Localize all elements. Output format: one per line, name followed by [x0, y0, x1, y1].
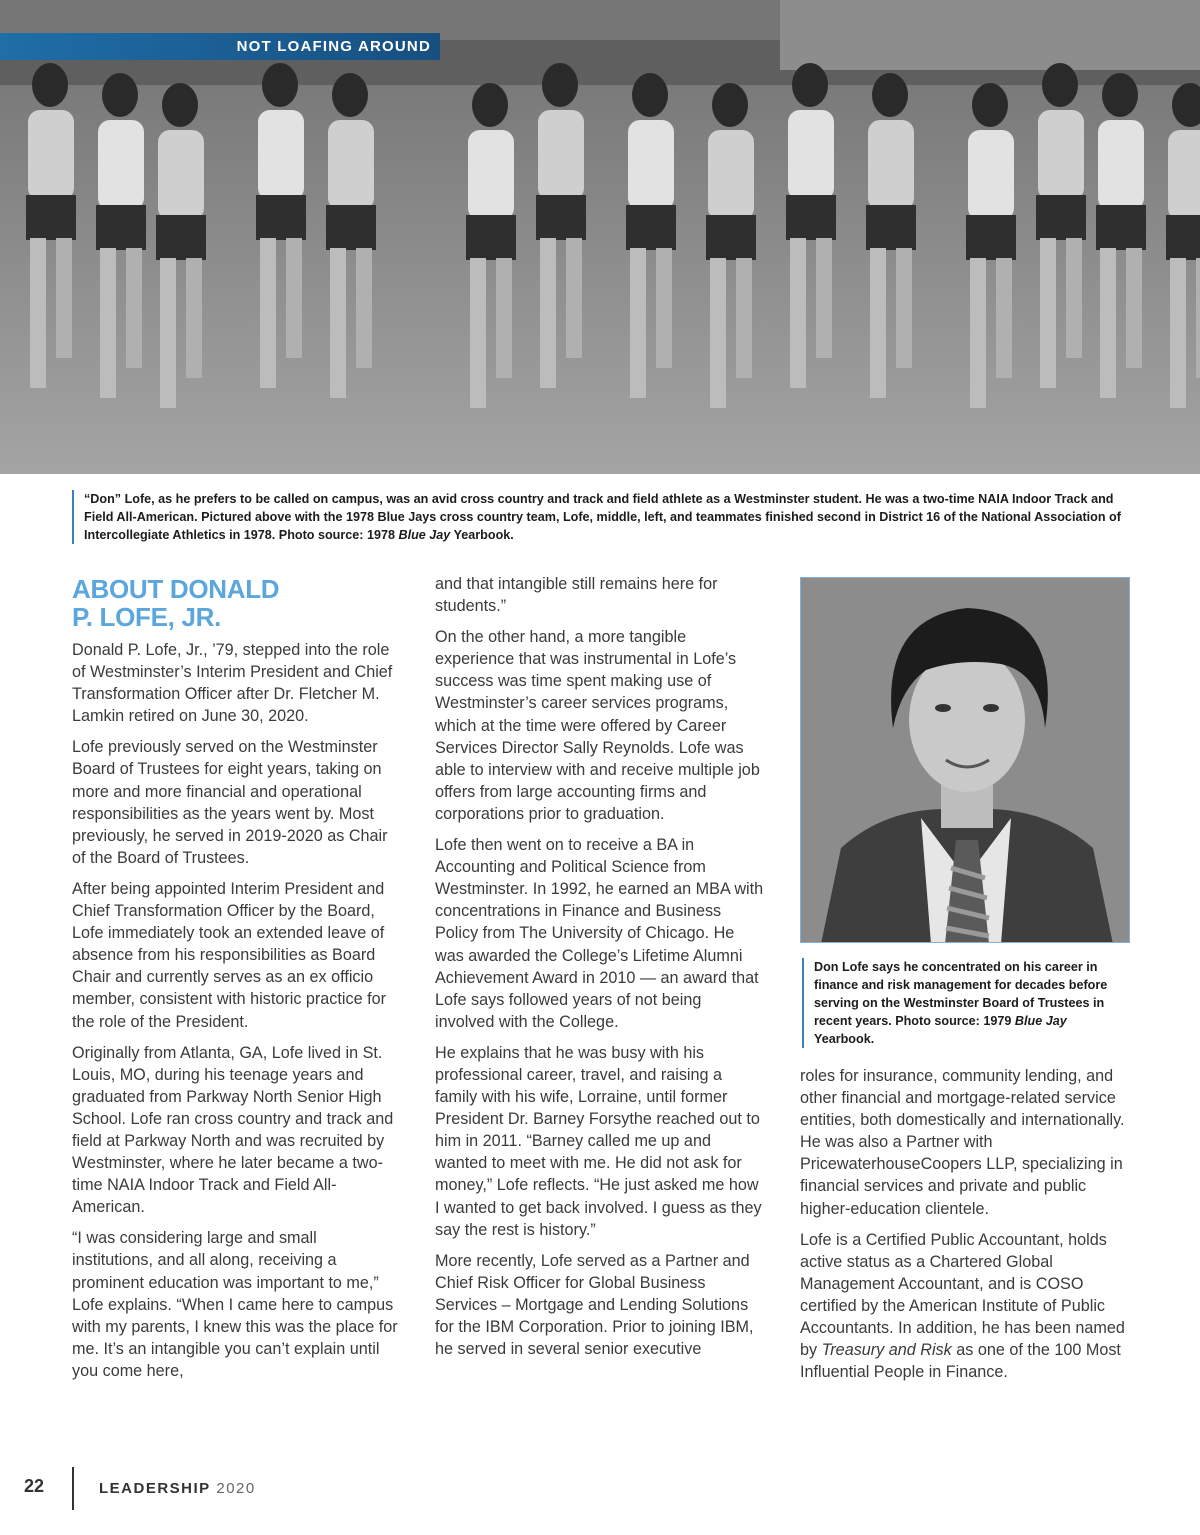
- paragraph: and that intangible still remains here for students.”: [435, 575, 718, 616]
- footer-year: 2020: [216, 1480, 256, 1497]
- cross-country-team-photo: [0, 0, 1200, 474]
- paragraph: Originally from Atlanta, GA, Lofe lived in St. Louis, MO, during his teenage years and graduated from Parkway North Senior High School. Lofe ran cross country and track and field at Parkway North and was recruited by Westminster, where he later became a two-time NAIA Indoor Track and Field All-American.: [72, 1043, 394, 1217]
- paragraph: roles for insurance, community lending, and other financial and mortgage-related service entities, both domestically and internationally. He was also a Partner with PricewaterhouseCoopers LLP, specializing in financial services and private and public higher-education clientele.: [800, 1067, 1125, 1218]
- yearbook-portrait: [801, 578, 1130, 943]
- headline-line-2: P. LOFE, JR.: [72, 602, 222, 632]
- footer-section: LEADERSHIP: [99, 1480, 211, 1497]
- article-column-2: [435, 573, 765, 1369]
- paragraph: Donald P. Lofe, Jr., ’79, stepped into the role of Westminster’s Interim President and Chief Transformation Officer after Dr. Fletcher M. Lamkin retired on June 30, 2020.: [72, 641, 393, 726]
- hero-caption: “Don” Lofe, as he prefers to be called on campus, was an avid cross country and track and field athlete as a Westminster student. He was a two-time NAIA Indoor Track and Field All-American. Pictured above with the 1978 Blue Jays cross country team, Lofe, middle, left, and teammates finished second in District 16 of the National Association of Intercollegiate Athletics in 1978. Photo source: 1978 Blue Jay Yearbook.: [72, 490, 1122, 544]
- paragraph: After being appointed Interim President and Chief Transformation Officer by the Board, Lofe immediately took an extended leave of absence from his responsibilities as Board Chair and currently serves as an ex officio member, consistent with historic practice for the role of the President.: [72, 879, 386, 1031]
- paragraph: Lofe then went on to receive a BA in Accounting and Political Science from Westminster. In 1992, he earned an MBA with concentrations in Finance and Business Policy from The University of Chicago. He was awarded the College’s Lifetime Alumni Achievement Award in 2010 — an award that Lofe says followed years of not being involved with the College.: [435, 836, 764, 1031]
- article-column-1: [72, 639, 402, 1391]
- hero-photo: [0, 0, 1200, 474]
- article-column-3: [800, 1065, 1135, 1392]
- article-headline: [72, 575, 402, 631]
- portrait-photo: [800, 577, 1130, 943]
- paragraph: He explains that he was busy with his professional career, travel, and raising a family with his wife, Lorraine, until former President Dr. Barney Forsythe reached out to him in 2011. “Barney called me up and wanted to meet with me. He did not ask for money,” Lofe reflects. “He just asked me how I wanted to get back involved. I guess as they say the rest is history.”: [435, 1043, 762, 1239]
- running-footer: [99, 1480, 256, 1497]
- paragraph: More recently, Lofe served as a Partner and Chief Risk Officer for Global Business Services – Mortgage and Lending Solutions for the IBM Corporation. Prior to joining IBM, he served in several senior executive: [435, 1251, 754, 1359]
- paragraph: Lofe previously served on the Westminster Board of Trustees for eight years, taking on more and more financial and operational responsibilities as the years went by. Most previously, he served in 2019-2020 as Chair of the Board of Trustees.: [72, 738, 388, 867]
- paragraph: On the other hand, a more tangible experience that was instrumental in Lofe’s success was time spent making use of Westminster’s career services programs, which at the time were offered by Career Services Director Sally Reynolds. Lofe was able to interview with and receive multiple job offers from large accounting firms and corporations prior to graduation.: [435, 628, 760, 823]
- headline-line-1: ABOUT DONALD: [72, 574, 280, 604]
- paragraph: “I was considering large and small institutions, and all along, receiving a prominent education was important to me,” Lofe explains. “When I came here to campus with my parents, I knew this was the place for me. It’s an intangible you can’t explain until you come here,: [72, 1229, 398, 1380]
- section-tag: NOT LOAFING AROUND: [0, 33, 440, 60]
- page-number: 22: [24, 1476, 45, 1496]
- portrait-caption: Don Lofe says he concentrated on his career in finance and risk management for decades before serving on the Westminster Board of Trustees in recent years. Photo source: 1979 Blue Jay Yearbook.: [802, 958, 1112, 1048]
- paragraph: Lofe is a Certified Public Accountant, holds active status as a Chartered Global Management Accountant, and is COSO certified by the American Institute of Public Accountants. In addition, he has been named by Treasury and Risk as one of the 100 Most Influential People in Finance.: [800, 1230, 1125, 1382]
- footer-divider: [72, 1467, 74, 1510]
